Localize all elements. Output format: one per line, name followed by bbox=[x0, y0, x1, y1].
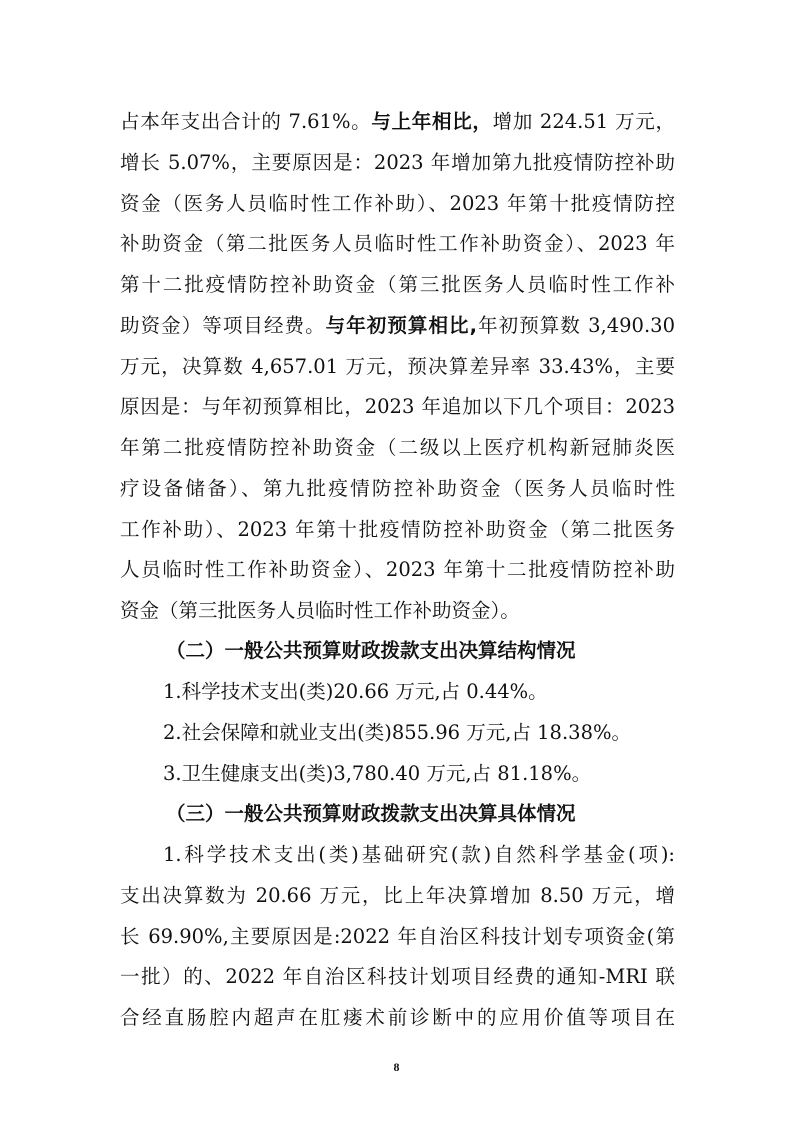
paragraph-line-4: 补助资金（第二批医务人员临时性工作补助资金）、2023 年 bbox=[120, 232, 675, 255]
paragraph-line-10: 疗设备储备）、第九批疫情防控补助资金（医务人员临时性 bbox=[120, 477, 675, 500]
section-heading-3: （三）一般公共预算财政拨款支出决算具体情况 bbox=[166, 802, 576, 825]
text-run: 占本年支出合计的 7.61%。 bbox=[120, 110, 372, 133]
paragraph-line-9: 年第二批疫情防控补助资金（二级以上医疗机构新冠肺炎医 bbox=[120, 436, 675, 459]
text-run: 助资金）等项目经费。 bbox=[120, 314, 326, 337]
detail-line-5: 合经直肠腔内超声在肛瘘术前诊断中的应用价值等项目在 bbox=[120, 1006, 675, 1029]
text-run: 年初预算数 3,490.30 bbox=[477, 314, 675, 337]
structure-item-1: 1.科学技术支出(类)20.66 万元,占 0.44%。 bbox=[163, 680, 548, 703]
section-heading-2: （二）一般公共预算财政拨款支出决算结构情况 bbox=[166, 639, 576, 662]
structure-item-2: 2.社会保障和就业支出(类)855.96 万元,占 18.38%。 bbox=[163, 721, 632, 744]
detail-line-2: 支出决算数为 20.66 万元，比上年决算增加 8.50 万元，增 bbox=[120, 884, 675, 907]
detail-line-4: 一批）的、2022 年自治区科技计划项目经费的通知-MRI 联 bbox=[120, 965, 675, 988]
detail-line-3: 长 69.90%,主要原因是:2022 年自治区科技计划专项资金(第 bbox=[120, 925, 675, 948]
bold-phrase-compare-last-year: 与上年相比， bbox=[371, 110, 493, 133]
paragraph-line-8: 原因是：与年初预算相比，2023 年追加以下几个项目：2023 bbox=[120, 395, 675, 418]
bold-phrase-compare-budget: 与年初预算相比, bbox=[325, 314, 477, 337]
page-number: 8 bbox=[393, 1060, 400, 1074]
paragraph-line-5: 第十二批疫情防控补助资金（第三批医务人员临时性工作补 bbox=[120, 273, 675, 296]
paragraph-line-7: 万元，决算数 4,657.01 万元，预决算差异率 33.43%，主要 bbox=[120, 355, 675, 378]
text-run: 增加 224.51 万元， bbox=[492, 110, 675, 133]
paragraph-line-11: 工作补助）、2023 年第十批疫情防控补助资金（第二批医务 bbox=[120, 518, 675, 541]
paragraph-line-12: 人员临时性工作补助资金）、2023 年第十二批疫情防控补助 bbox=[120, 558, 675, 581]
paragraph-line-1 bbox=[120, 109, 675, 135]
paragraph-line-13: 资金（第三批医务人员临时性工作补助资金）。 bbox=[120, 599, 520, 622]
paragraph-line-3: 资金（医务人员临时性工作补助）、2023 年第十批疫情防控 bbox=[120, 192, 675, 215]
paragraph-line-2: 增长 5.07%，主要原因是：2023 年增加第九批疫情防控补助 bbox=[120, 151, 675, 174]
paragraph-line-6 bbox=[120, 313, 675, 339]
structure-item-3: 3.卫生健康支出(类)3,780.40 万元,占 81.18%。 bbox=[163, 762, 592, 785]
detail-line-1: 1.科学技术支出(类)基础研究(款)自然科学基金(项): bbox=[163, 843, 675, 866]
